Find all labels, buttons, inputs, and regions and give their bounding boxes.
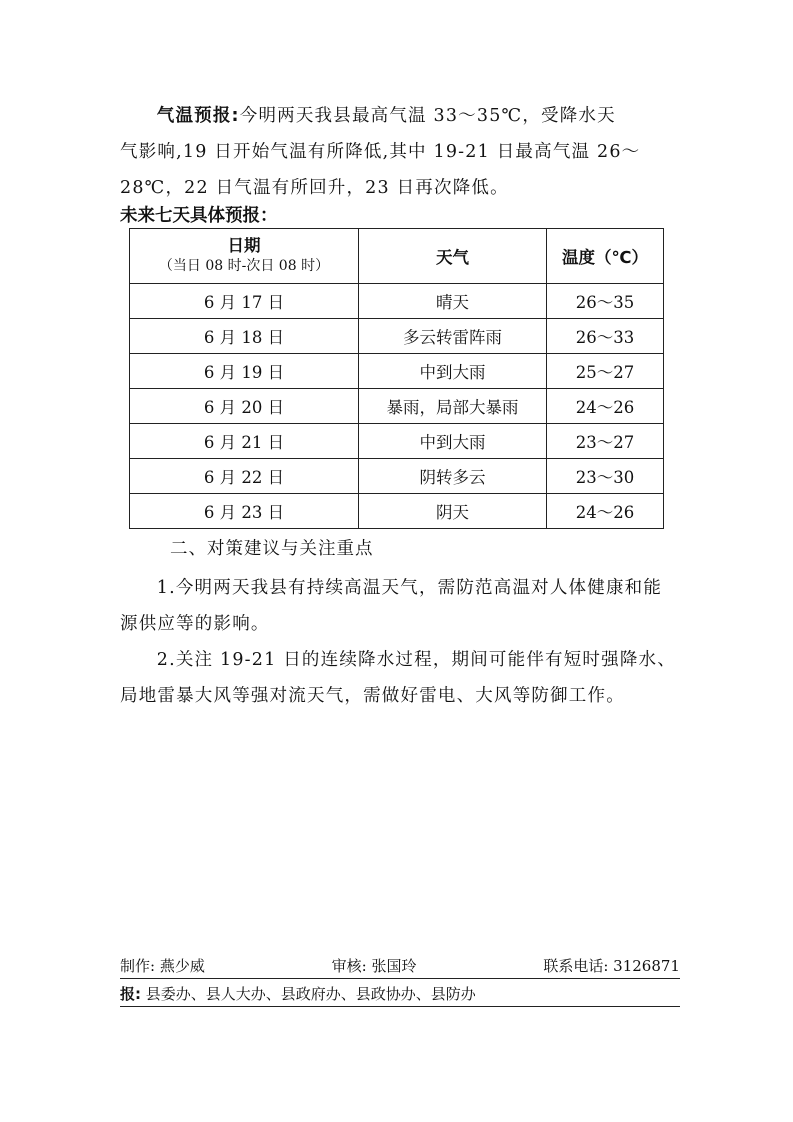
- cell-temp: 23～27: [547, 424, 664, 459]
- cell-date: 6 月 20 日: [130, 389, 359, 424]
- forecast-paragraph: [120, 98, 680, 206]
- table-header-row: [130, 229, 664, 284]
- table-row: [130, 284, 664, 319]
- table-row: [130, 354, 664, 389]
- advice-item-2: 2.关注 19-21 日的连续降水过程，期间可能伴有短时强降水、局地雷暴大风等强对流天气，需做好雷电、大风等防御工作。: [120, 650, 676, 706]
- forecast-table: [129, 228, 664, 529]
- cell-temp: 24～26: [547, 389, 664, 424]
- cell-temp: 23～30: [547, 459, 664, 494]
- maker-text: 制作: 燕少威: [120, 957, 205, 975]
- cell-date: 6 月 18 日: [130, 319, 359, 354]
- table-row: [130, 459, 664, 494]
- table-row: [130, 319, 664, 354]
- footer-credits: [120, 955, 680, 976]
- cell-date: 6 月 19 日: [130, 354, 359, 389]
- footer-bottom-divider: [120, 1006, 680, 1007]
- advice-list: [120, 570, 680, 714]
- advice-item-1: 1.今明两天我县有持续高温天气，需防范高温对人体健康和能源供应等的影响。: [120, 578, 663, 634]
- cell-weather: 阴天: [359, 494, 547, 529]
- table-row: [130, 424, 664, 459]
- cell-date: 6 月 17 日: [130, 284, 359, 319]
- cell-weather: 中到大雨: [359, 424, 547, 459]
- footer-divider: [120, 978, 680, 979]
- cell-weather: 阴转多云: [359, 459, 547, 494]
- cell-weather: 暴雨，局部大暴雨: [359, 389, 547, 424]
- cell-date: 6 月 21 日: [130, 424, 359, 459]
- table-row: [130, 494, 664, 529]
- cell-weather: 多云转雷阵雨: [359, 319, 547, 354]
- header-date: 日期 （当日 08 时-次日 08 时）: [130, 229, 359, 284]
- week-forecast-title: 未来七天具体预报：: [120, 206, 278, 226]
- cell-weather: 中到大雨: [359, 354, 547, 389]
- header-temp: 温度（℃）: [547, 229, 664, 284]
- cell-date: 6 月 23 日: [130, 494, 359, 529]
- forecast-line-2: 气影响,19 日开始气温有所降低,其中 19-21 日最高气温 26～: [120, 142, 641, 162]
- cell-date: 6 月 22 日: [130, 459, 359, 494]
- cell-temp: 25～27: [547, 354, 664, 389]
- table-row: [130, 389, 664, 424]
- cell-weather: 晴天: [359, 284, 547, 319]
- report-recipients: 县委办、县人大办、县政府办、县政协办、县防办: [145, 985, 476, 1003]
- cell-temp: 26～35: [547, 284, 664, 319]
- section-title: 二、对策建议与关注重点: [170, 539, 374, 559]
- phone-text: 联系电话: 3126871: [543, 957, 680, 975]
- forecast-line-3: 28℃，22 日气温有所回升，23 日再次降低。: [120, 178, 509, 198]
- reviewer-text: 审核: 张国玲: [331, 957, 417, 975]
- report-line: [120, 983, 476, 1004]
- header-weather: 天气: [359, 229, 547, 284]
- cell-temp: 26～33: [547, 319, 664, 354]
- forecast-line-1: 气温预报:今明两天我县最高气温 33～35℃，受降水天: [156, 106, 616, 126]
- report-label: 报:: [120, 985, 141, 1003]
- cell-temp: 24～26: [547, 494, 664, 529]
- forecast-label: 气温预报:: [156, 106, 240, 126]
- header-date-sub: （当日 08 时-次日 08 时）: [158, 258, 330, 274]
